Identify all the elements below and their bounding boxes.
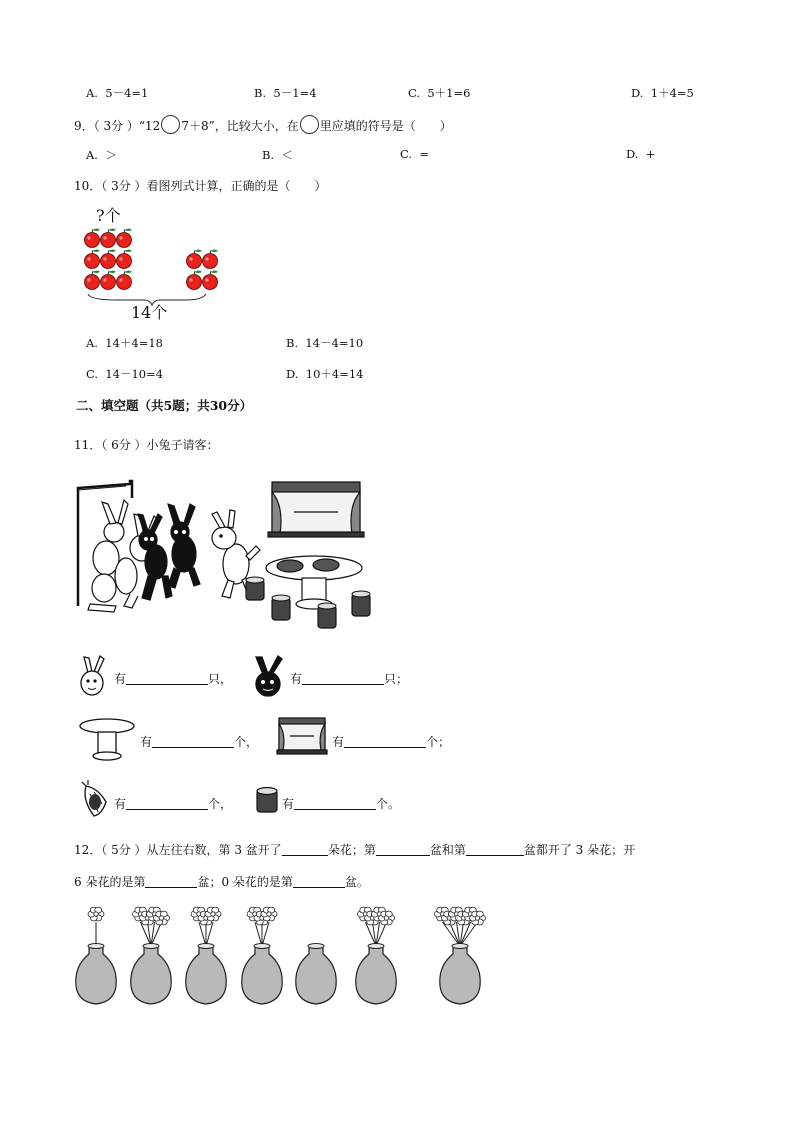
apple-icon bbox=[203, 250, 219, 269]
option-letter: D. bbox=[626, 147, 639, 161]
q8-option-d[interactable] bbox=[631, 85, 694, 101]
option-letter: D. bbox=[286, 367, 299, 381]
apple-icon bbox=[203, 271, 219, 290]
q8-option-a[interactable] bbox=[86, 85, 148, 101]
option-text: 5－1=4 bbox=[273, 86, 317, 100]
stool-icon bbox=[254, 786, 280, 816]
apple-icon bbox=[117, 229, 133, 248]
option-text: 5－4=1 bbox=[105, 86, 149, 100]
apple-icon bbox=[117, 271, 133, 290]
q10-option-a[interactable] bbox=[86, 335, 163, 351]
answer-blank[interactable] bbox=[293, 875, 345, 888]
q11-row3-left: 有 个， bbox=[114, 797, 233, 811]
window-icon bbox=[276, 716, 328, 758]
answer-blank[interactable] bbox=[152, 735, 234, 748]
option-text: + bbox=[645, 147, 656, 161]
q10-option-b[interactable] bbox=[286, 335, 363, 351]
option-text: 10＋4=14 bbox=[305, 367, 364, 381]
q11-row2-left: 有 个， bbox=[140, 735, 259, 749]
answer-blank[interactable] bbox=[302, 672, 384, 685]
option-letter: C. bbox=[86, 367, 99, 381]
option-letter: A. bbox=[86, 336, 98, 350]
option-text: ＞ bbox=[105, 148, 117, 162]
q10-option-d[interactable] bbox=[286, 366, 364, 382]
answer-blank[interactable] bbox=[126, 797, 208, 810]
q8-option-b[interactable] bbox=[254, 85, 317, 101]
flower-icon bbox=[154, 911, 170, 925]
answer-blank[interactable] bbox=[145, 875, 197, 888]
option-letter: B. bbox=[286, 336, 299, 350]
white-rabbit-icon bbox=[78, 655, 110, 699]
apple-icon bbox=[85, 250, 101, 269]
answer-blank[interactable] bbox=[282, 843, 328, 856]
option-text: ＜ bbox=[281, 148, 293, 162]
q9-stem: 9．（ 3分 ）“12 7＋8”，比较大小，在 里应填的符号是（ ） bbox=[74, 115, 452, 134]
q9-option-a[interactable] bbox=[86, 147, 117, 163]
flower-icon bbox=[261, 907, 277, 921]
rabbit-party-illustration bbox=[76, 476, 386, 636]
vase-icon bbox=[242, 907, 282, 1004]
figure-question-label: ?个 bbox=[96, 206, 121, 225]
q9-option-d[interactable] bbox=[626, 147, 655, 161]
answer-blank[interactable] bbox=[126, 672, 208, 685]
figure-total-label: 14个 bbox=[131, 303, 168, 322]
q8-option-c[interactable] bbox=[408, 85, 470, 101]
flower-icon bbox=[205, 907, 221, 921]
q9-option-b[interactable] bbox=[262, 147, 293, 163]
vase-icon bbox=[186, 907, 226, 1004]
answer-blank[interactable] bbox=[294, 797, 376, 810]
q11-row3-right: 有 个。 bbox=[282, 797, 401, 811]
apple-figure bbox=[78, 228, 218, 298]
q11-row2-right: 有 个； bbox=[332, 735, 451, 749]
option-text: 5＋1=6 bbox=[427, 86, 471, 100]
answer-blank[interactable] bbox=[344, 735, 426, 748]
flower-icon bbox=[88, 907, 104, 921]
option-letter: C. bbox=[400, 147, 413, 161]
option-letter: D. bbox=[631, 86, 644, 100]
option-text: 14－4=10 bbox=[305, 336, 364, 350]
q12-line2: 6 朵花的是第 盆；0 朵花的是第 盆。 bbox=[74, 875, 369, 889]
flower-icon bbox=[470, 911, 486, 925]
answer-blank[interactable] bbox=[466, 843, 524, 856]
option-text: = bbox=[419, 147, 429, 161]
compare-circle[interactable] bbox=[161, 115, 180, 134]
vase-icon bbox=[435, 907, 486, 1004]
answer-blank[interactable] bbox=[376, 843, 430, 856]
section-title: 二、填空题（共5题；共30分） bbox=[76, 398, 253, 413]
option-letter: B. bbox=[254, 86, 267, 100]
option-letter: A. bbox=[86, 86, 98, 100]
q11-stem: 11．（ 6分 ）小兔子请客： bbox=[74, 438, 219, 452]
option-letter: A. bbox=[86, 148, 98, 162]
table-icon bbox=[78, 716, 136, 762]
option-letter: B. bbox=[262, 148, 275, 162]
option-text: 14－10=4 bbox=[105, 367, 164, 381]
apple-icon bbox=[101, 271, 117, 290]
carrot-icon bbox=[80, 780, 114, 822]
vase-icon bbox=[356, 907, 396, 1004]
compare-circle[interactable] bbox=[300, 115, 319, 134]
black-rabbit-icon bbox=[252, 654, 286, 700]
q10-stem: 10．（ 3分 ）看图列式计算，正确的是（ ） bbox=[74, 179, 327, 193]
q11-row1-right: 有 只； bbox=[290, 672, 409, 686]
apple-icon bbox=[101, 250, 117, 269]
apple-icon bbox=[187, 271, 203, 290]
vase-icon bbox=[76, 907, 116, 1004]
flower-vases-illustration bbox=[76, 900, 496, 1010]
q11-row1-left: 有 只， bbox=[114, 672, 233, 686]
apple-icon bbox=[187, 250, 203, 269]
q10-option-c[interactable] bbox=[86, 366, 163, 382]
option-letter: C. bbox=[408, 86, 421, 100]
apple-icon bbox=[85, 229, 101, 248]
apple-icon bbox=[85, 271, 101, 290]
q12-line1: 12．（ 5分 ）从左往右数，第 3 盆开了 朵花；第 盆和第 盆都开了 3 朵花；开 bbox=[74, 843, 636, 857]
option-text: 1＋4=5 bbox=[650, 86, 694, 100]
flower-icon bbox=[379, 911, 395, 925]
vase-icon bbox=[296, 944, 336, 1005]
option-text: 14＋4=18 bbox=[105, 336, 164, 350]
apple-icon bbox=[101, 229, 117, 248]
apple-icon bbox=[117, 250, 133, 269]
vase-icon bbox=[131, 907, 171, 1004]
q9-option-c[interactable] bbox=[400, 147, 429, 161]
